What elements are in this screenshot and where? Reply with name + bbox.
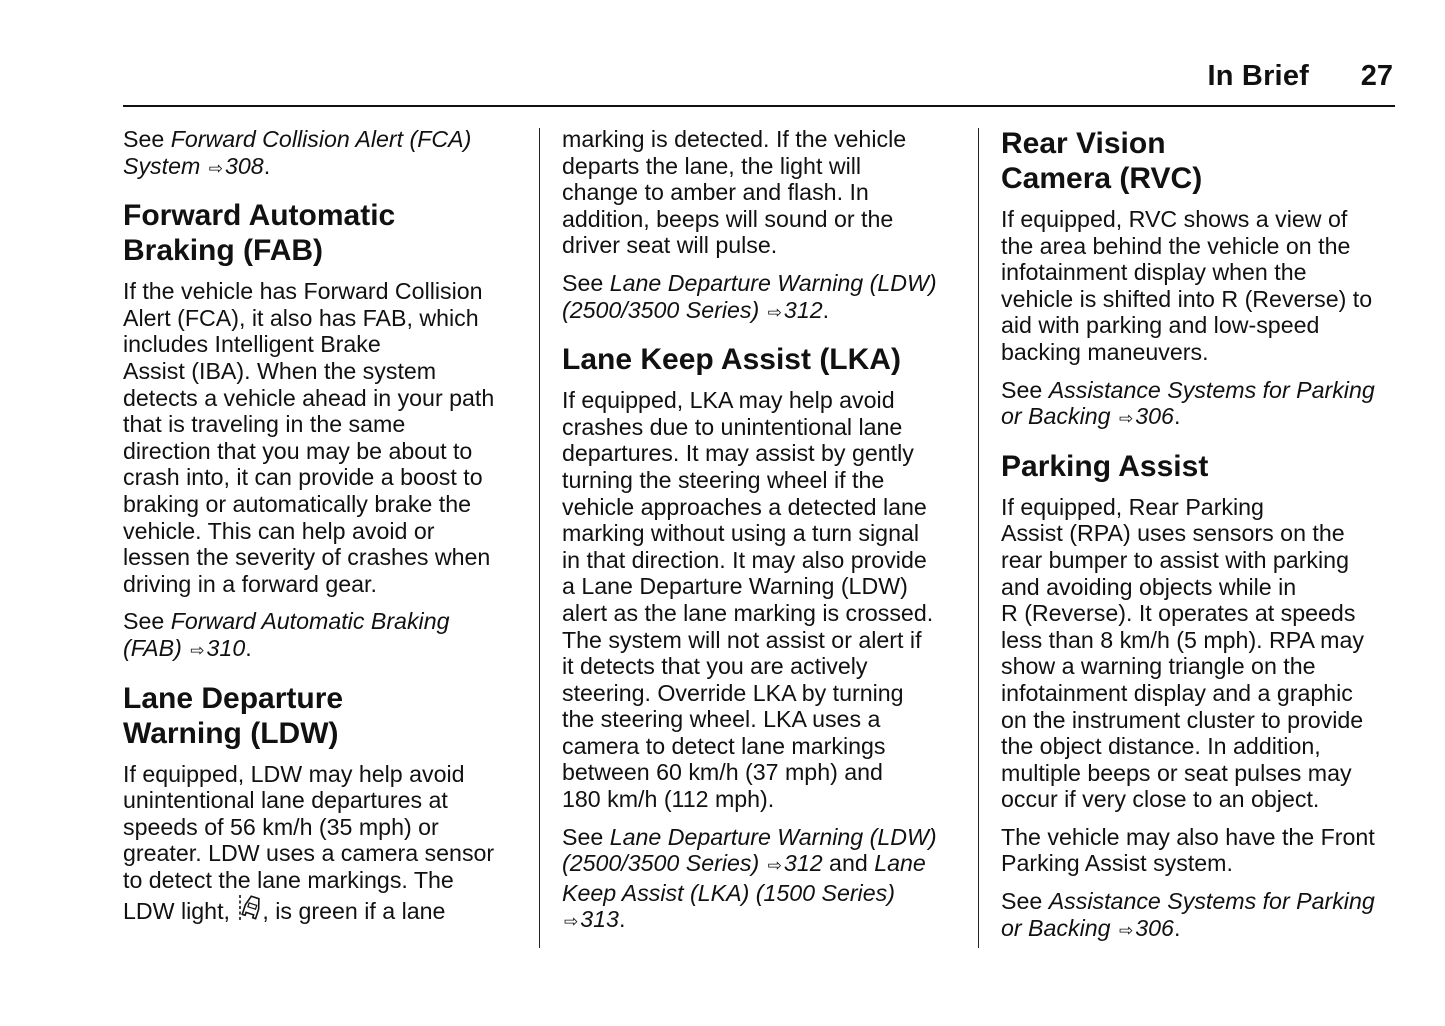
front-parking-line: Parking Assist system. xyxy=(1001,850,1233,877)
lka-line: a Lane Departure Warning (LDW) xyxy=(562,573,908,600)
ldw-continuation xyxy=(562,126,962,259)
lka-paragraph xyxy=(562,387,962,813)
lka-line: marking without using a turn signal xyxy=(562,520,920,547)
parking-systems-link[interactable]: Assistance Systems for Parking xyxy=(1048,376,1375,403)
see-prefix: See xyxy=(1001,888,1049,915)
lane-departure-warning-icon xyxy=(236,893,262,923)
period: . xyxy=(618,906,626,933)
column-1 xyxy=(123,126,523,936)
page-number: 27 xyxy=(1360,60,1393,92)
ldw-heading-line-2: Warning (LDW) xyxy=(123,716,339,750)
parking-systems-link-cont[interactable]: or Backing xyxy=(1001,403,1111,430)
rvc-heading-line-2: Camera (RVC) xyxy=(1001,162,1203,195)
fab-link[interactable]: Forward Automatic Braking xyxy=(170,608,450,635)
lka-line: steering. Override LKA by turning xyxy=(562,679,904,706)
see-prefix: See xyxy=(1001,376,1049,403)
lka-link-cont[interactable]: Keep Assist (LKA) (1500 Series) xyxy=(562,879,895,906)
fab-line: includes Intelligent Brake xyxy=(123,331,381,358)
column-2 xyxy=(562,126,962,947)
fca-page-ref[interactable]: 308 xyxy=(225,152,264,179)
lka-line: vehicle approaches a detected lane xyxy=(562,493,927,520)
see-lka-reference xyxy=(562,824,962,936)
ldw-cont-line: departs the lane, the light will xyxy=(562,152,862,179)
rvc-line: aid with parking and low-speed xyxy=(1001,312,1320,339)
section-title: In Brief xyxy=(1207,60,1309,92)
see-prefix: See xyxy=(562,823,610,850)
fab-page-ref[interactable]: 310 xyxy=(206,634,246,661)
rvc-line: infotainment display when the xyxy=(1001,259,1307,286)
parking-line: If equipped, Rear Parking xyxy=(1001,493,1264,520)
parking-page-ref[interactable]: 306 xyxy=(1135,914,1174,941)
fab-line: If the vehicle has Forward Collision xyxy=(123,278,483,305)
fab-line: Assist (IBA). When the system xyxy=(123,357,437,384)
page-ref-arrow-icon: ⇨ xyxy=(1119,409,1134,429)
page-ref-arrow-icon: ⇨ xyxy=(190,640,205,660)
parking-line: less than 8 km/h (5 mph). RPA may xyxy=(1001,626,1364,653)
front-parking-line: The vehicle may also have the Front xyxy=(1001,823,1375,850)
period: . xyxy=(263,152,271,179)
rvc-line: backing maneuvers. xyxy=(1001,338,1209,365)
parking-line: R (Reverse). It operates at speeds xyxy=(1001,600,1356,627)
parking-line: infotainment display and a graphic xyxy=(1001,679,1353,706)
column-divider-2 xyxy=(978,128,979,948)
fab-line: detects a vehicle ahead in your path xyxy=(123,384,495,411)
page-ref-arrow-icon: ⇨ xyxy=(767,302,782,322)
rvc-paragraph xyxy=(1001,206,1399,366)
rvc-heading xyxy=(1001,126,1399,196)
ldw-cont-line: driver seat will pulse. xyxy=(562,232,778,259)
ldw-link[interactable]: Lane Departure Warning (LDW) xyxy=(609,269,937,296)
parking-line: show a warning triangle on the xyxy=(1001,653,1316,680)
rvc-line: If equipped, RVC shows a view of xyxy=(1001,206,1348,232)
fab-line: vehicle. This can help avoid or xyxy=(123,517,435,544)
rvc-line: vehicle is shifted into R (Reverse) to xyxy=(1001,285,1373,312)
ldw-link-cont[interactable]: (2500/3500 Series) xyxy=(562,296,760,323)
lka-line: the steering wheel. LKA uses a xyxy=(562,706,881,733)
lka-line: crashes due to unintentional lane xyxy=(562,413,903,440)
fab-link-cont[interactable]: (FAB) xyxy=(123,634,182,661)
lka-line: camera to detect lane markings xyxy=(562,732,886,759)
rvc-line: the area behind the vehicle on the xyxy=(1001,232,1351,259)
ldw-paragraph xyxy=(123,761,523,926)
fab-heading-line-1: Forward Automatic xyxy=(123,199,396,233)
parking-line: occur if very close to an object. xyxy=(1001,786,1320,813)
period: . xyxy=(822,296,830,323)
ldw-cont-line: marking is detected. If the vehicle xyxy=(562,126,907,152)
lka-line: between 60 km/h (37 mph) and xyxy=(562,759,883,786)
period: . xyxy=(245,634,252,661)
page-ref-arrow-icon: ⇨ xyxy=(564,912,579,932)
ldw-line: greater. LDW uses a camera sensor xyxy=(123,840,495,867)
parking-line: rear bumper to assist with parking xyxy=(1001,546,1349,573)
parking-assist-heading: Parking Assist xyxy=(1001,449,1209,483)
parking-line: Assist (RPA) uses sensors on the xyxy=(1001,520,1345,547)
see-fca-reference xyxy=(123,126,523,182)
parking-paragraph xyxy=(1001,494,1399,813)
fab-line: braking or automatically brake the xyxy=(123,490,471,517)
see-rvc-reference xyxy=(1001,377,1399,433)
lka-heading: Lane Keep Assist (LKA) xyxy=(562,343,901,377)
ldw-heading-line-1: Lane Departure xyxy=(123,681,344,715)
lka-page-ref[interactable]: 313 xyxy=(580,906,619,933)
lka-line: alert as the lane marking is crossed. xyxy=(562,599,934,626)
fab-line: that is traveling in the same xyxy=(123,411,406,438)
lka-line: it detects that you are actively xyxy=(562,653,868,680)
column-3 xyxy=(1001,126,1399,955)
fab-line: crash into, it can provide a boost to xyxy=(123,464,483,491)
page-ref-arrow-icon: ⇨ xyxy=(767,856,782,876)
period: . xyxy=(1173,403,1181,430)
and-text: and xyxy=(822,850,875,877)
see-prefix: See xyxy=(123,608,171,635)
ldw-line: , is green if a lane xyxy=(262,898,446,925)
ldw-heading xyxy=(123,681,523,751)
parking-line: and avoiding objects while in xyxy=(1001,573,1297,600)
ldw-link-cont[interactable]: (2500/3500 Series) xyxy=(562,850,760,877)
fab-heading-line-2: Braking (FAB) xyxy=(123,234,324,268)
fab-paragraph xyxy=(123,278,523,597)
ldw-cont-line: change to amber and flash. In xyxy=(562,179,869,206)
lka-line: 180 km/h (112 mph). xyxy=(562,786,775,813)
page-ref-arrow-icon: ⇨ xyxy=(208,158,224,178)
lka-line: turning the steering wheel if the xyxy=(562,466,885,493)
ldw-link[interactable]: Lane Departure Warning (LDW) xyxy=(609,823,937,850)
rvc-heading-line-1: Rear Vision xyxy=(1001,127,1166,160)
fab-line: Alert (FCA), it also has FAB, which xyxy=(123,304,479,331)
ldw-line: LDW light, xyxy=(123,898,237,925)
parking-page-ref[interactable]: 306 xyxy=(1135,403,1174,430)
parking-line: the object distance. In addition, xyxy=(1001,733,1321,760)
lka-line: in that direction. It may also provide xyxy=(562,546,927,573)
ldw-line: If equipped, LDW may help avoid xyxy=(123,760,465,787)
lka-line: If equipped, LKA may help avoid xyxy=(562,387,895,414)
lka-link[interactable]: Lane xyxy=(874,850,926,877)
period: . xyxy=(1173,914,1181,941)
ldw-page-ref[interactable]: 312 xyxy=(783,296,823,323)
fab-line: lessen the severity of crashes when xyxy=(123,544,491,571)
see-prefix: See xyxy=(123,126,171,152)
front-parking-paragraph xyxy=(1001,824,1399,877)
fca-link[interactable]: Forward Collision Alert (FCA) xyxy=(170,126,472,152)
parking-systems-link-cont[interactable]: or Backing xyxy=(1001,914,1111,941)
fab-line: direction that you may be about to xyxy=(123,437,473,464)
ldw-line: unintentional lane departures at xyxy=(123,787,448,814)
parking-systems-link[interactable]: Assistance Systems for Parking xyxy=(1048,888,1375,915)
see-fab-reference xyxy=(123,608,523,664)
see-parking-reference xyxy=(1001,888,1399,944)
parking-line: on the instrument cluster to provide xyxy=(1001,706,1364,733)
ldw-line: to detect the lane markings. The xyxy=(123,866,454,893)
fab-heading xyxy=(123,198,523,268)
ldw-cont-line: addition, beeps will sound or the xyxy=(562,205,894,232)
header-divider xyxy=(123,105,1395,107)
parking-line: multiple beeps or seat pulses may xyxy=(1001,759,1352,786)
ldw-line: speeds of 56 km/h (35 mph) or xyxy=(123,813,439,840)
ldw-page-ref[interactable]: 312 xyxy=(783,850,823,877)
lka-line: The system will not assist or alert if xyxy=(562,626,922,653)
see-prefix: See xyxy=(562,269,610,296)
fca-link-cont[interactable]: System xyxy=(123,152,201,179)
see-ldw-reference xyxy=(562,270,962,326)
fab-line: driving in a forward gear. xyxy=(123,570,377,597)
lka-line: departures. It may assist by gently xyxy=(562,440,914,467)
column-divider-1 xyxy=(539,128,540,948)
page-ref-arrow-icon: ⇨ xyxy=(1119,920,1134,940)
